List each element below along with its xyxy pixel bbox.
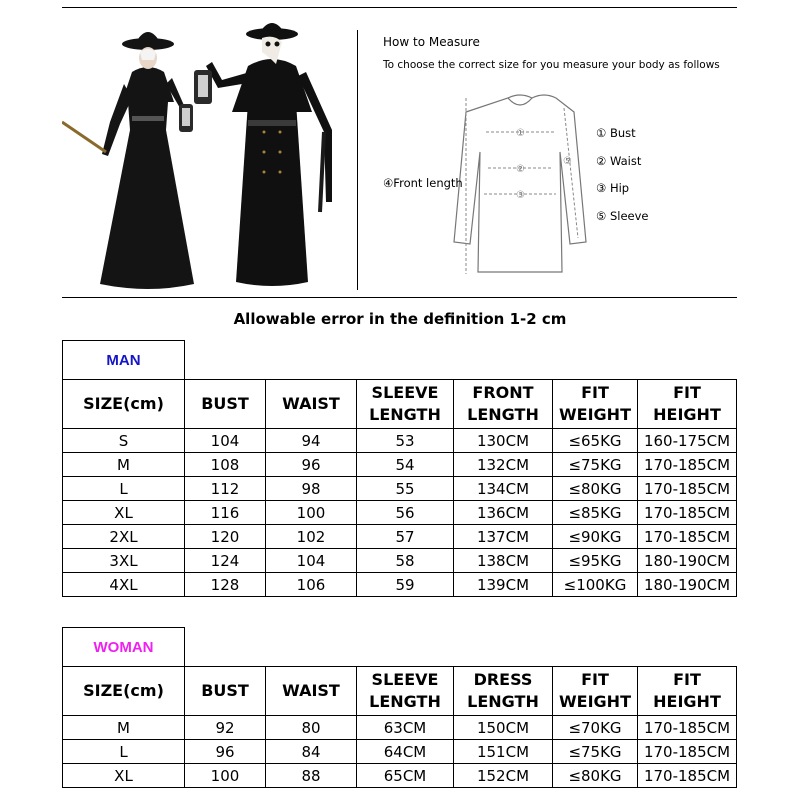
man-header-cell	[266, 380, 357, 429]
woman-header-text: HEIGHT	[653, 692, 721, 711]
man-table-cell: 104	[185, 429, 266, 453]
man-table-cell: 94	[266, 429, 357, 453]
man-table-cell: S	[63, 429, 185, 453]
man-header-row	[63, 380, 737, 429]
woman-header-cell	[63, 667, 185, 716]
man-table-cell: L	[63, 477, 185, 501]
man-table-row	[63, 429, 737, 453]
legend-bust: ① Bust	[596, 126, 636, 140]
woman-header-text: LENGTH	[369, 692, 441, 711]
woman-header-row	[63, 667, 737, 716]
man-header-text: WAIST	[282, 394, 340, 413]
man-table-cell: 160-175CM	[638, 429, 737, 453]
woman-table-cell: ≤70KG	[553, 716, 638, 740]
man-table-cell: 120	[185, 525, 266, 549]
marker-sleeve: ⑤	[563, 156, 572, 167]
woman-table-cell: 170-185CM	[638, 740, 737, 764]
man-table-cell: 116	[185, 501, 266, 525]
measure-instruction: To choose the correct size for you measure your body as follows	[383, 59, 720, 71]
legend-sleeve: ⑤ Sleeve	[596, 209, 649, 223]
man-size-table	[62, 340, 737, 597]
man-header-text: SLEEVE	[371, 383, 439, 402]
top-rule	[62, 7, 737, 8]
woman-title-filler	[185, 628, 737, 667]
man-title-filler	[185, 341, 737, 380]
man-table-cell: 57	[357, 525, 454, 549]
man-table-cell: 3XL	[63, 549, 185, 573]
woman-header-text: WEIGHT	[559, 692, 631, 711]
man-header-text: HEIGHT	[653, 405, 721, 424]
woman-table-cell: L	[63, 740, 185, 764]
man-table-cell: 134CM	[454, 477, 553, 501]
woman-table-cell: ≤80KG	[553, 764, 638, 788]
man-header-text: LENGTH	[467, 405, 539, 424]
man-table-cell: M	[63, 453, 185, 477]
man-table-cell: 2XL	[63, 525, 185, 549]
man-table-cell: 104	[266, 549, 357, 573]
man-header-text: FRONT	[472, 383, 534, 402]
man-table-cell: 124	[185, 549, 266, 573]
marker-hip: ③	[516, 190, 525, 201]
man-header-cell	[638, 380, 737, 429]
man-table-cell: 4XL	[63, 573, 185, 597]
man-table-cell: ≤80KG	[553, 477, 638, 501]
man-table-cell: 170-185CM	[638, 501, 737, 525]
man-table-row	[63, 453, 737, 477]
man-table-cell: ≤100KG	[553, 573, 638, 597]
man-header-text: BUST	[201, 394, 249, 413]
man-table-cell: 138CM	[454, 549, 553, 573]
woman-header-text: SIZE(cm)	[83, 681, 164, 700]
woman-header-cell	[454, 667, 553, 716]
woman-table-row	[63, 716, 737, 740]
woman-table-cell: 170-185CM	[638, 764, 737, 788]
allowable-error-note: Allowable error in the definition 1-2 cm	[233, 310, 567, 328]
man-table-cell: 139CM	[454, 573, 553, 597]
man-table-cell: 56	[357, 501, 454, 525]
woman-table-cell: 96	[185, 740, 266, 764]
woman-header-cell	[357, 667, 454, 716]
woman-table-cell: 63CM	[357, 716, 454, 740]
woman-header-text: SLEEVE	[371, 670, 439, 689]
man-table-cell: 132CM	[454, 453, 553, 477]
how-to-measure-title: How to Measure	[383, 35, 480, 49]
man-header-cell	[63, 380, 185, 429]
man-table-cell: 58	[357, 549, 454, 573]
marker-bust: ①	[516, 128, 525, 139]
woman-table-cell: 100	[185, 764, 266, 788]
woman-header-text: BUST	[201, 681, 249, 700]
man-title: MAN	[63, 341, 185, 380]
man-table-cell: 170-185CM	[638, 477, 737, 501]
woman-table-cell: 84	[266, 740, 357, 764]
woman-header-cell	[638, 667, 737, 716]
legend-waist: ② Waist	[596, 154, 642, 168]
man-header-text: SIZE(cm)	[83, 394, 164, 413]
man-header-text: FIT	[673, 383, 701, 402]
man-table-cell: 98	[266, 477, 357, 501]
man-table-row	[63, 501, 737, 525]
woman-table-cell: 65CM	[357, 764, 454, 788]
measure-diagram	[360, 12, 737, 294]
woman-table-cell: 88	[266, 764, 357, 788]
woman-table-cell: 64CM	[357, 740, 454, 764]
man-table-cell: 106	[266, 573, 357, 597]
woman-table-cell: 92	[185, 716, 266, 740]
man-table-cell: 170-185CM	[638, 525, 737, 549]
woman-table-cell: 170-185CM	[638, 716, 737, 740]
front-length-label: ④Front length	[383, 176, 463, 190]
man-header-cell	[454, 380, 553, 429]
man-table-cell: 108	[185, 453, 266, 477]
woman-title: WOMAN	[63, 628, 185, 667]
man-header-text: WEIGHT	[559, 405, 631, 424]
woman-header-cell	[553, 667, 638, 716]
man-table-cell: ≤90KG	[553, 525, 638, 549]
woman-header-text: FIT	[581, 670, 609, 689]
man-table-cell: 137CM	[454, 525, 553, 549]
woman-table-cell: 151CM	[454, 740, 553, 764]
man-header-cell	[185, 380, 266, 429]
woman-table-row	[63, 764, 737, 788]
man-table-cell: 112	[185, 477, 266, 501]
man-table-cell: 55	[357, 477, 454, 501]
man-table-cell: 54	[357, 453, 454, 477]
man-table-cell: 59	[357, 573, 454, 597]
legend-hip: ③ Hip	[596, 181, 630, 195]
man-header-cell	[357, 380, 454, 429]
man-header-text: LENGTH	[369, 405, 441, 424]
woman-table-cell: XL	[63, 764, 185, 788]
man-table-cell: 102	[266, 525, 357, 549]
woman-header-text: WAIST	[282, 681, 340, 700]
woman-table-cell: 80	[266, 716, 357, 740]
divider-vertical	[357, 30, 358, 290]
man-header-text: FIT	[581, 383, 609, 402]
woman-size-table	[62, 627, 737, 788]
man-table-cell: ≤65KG	[553, 429, 638, 453]
man-table-cell: 180-190CM	[638, 549, 737, 573]
man-table-row	[63, 525, 737, 549]
man-header-cell	[553, 380, 638, 429]
woman-table-cell: ≤75KG	[553, 740, 638, 764]
man-table-cell: 180-190CM	[638, 573, 737, 597]
woman-header-text: FIT	[673, 670, 701, 689]
man-table-cell: 136CM	[454, 501, 553, 525]
man-table-cell: XL	[63, 501, 185, 525]
woman-header-text: DRESS	[473, 670, 533, 689]
man-table-cell: ≤95KG	[553, 549, 638, 573]
woman-table-cell: 152CM	[454, 764, 553, 788]
woman-header-cell	[185, 667, 266, 716]
man-table-row	[63, 573, 737, 597]
man-table-cell: 96	[266, 453, 357, 477]
woman-table-cell: M	[63, 716, 185, 740]
woman-table-cell: 150CM	[454, 716, 553, 740]
woman-table-row	[63, 740, 737, 764]
man-table-cell: 130CM	[454, 429, 553, 453]
man-table-row	[63, 477, 737, 501]
man-table-cell: ≤75KG	[553, 453, 638, 477]
man-table-row	[63, 549, 737, 573]
woman-header-text: LENGTH	[467, 692, 539, 711]
mid-rule	[62, 297, 737, 298]
man-table-cell: 170-185CM	[638, 453, 737, 477]
man-table-cell: 100	[266, 501, 357, 525]
marker-waist: ②	[516, 164, 525, 175]
costume-photo	[62, 12, 354, 294]
man-table-cell: 128	[185, 573, 266, 597]
woman-header-cell	[266, 667, 357, 716]
man-table-cell: ≤85KG	[553, 501, 638, 525]
man-table-cell: 53	[357, 429, 454, 453]
